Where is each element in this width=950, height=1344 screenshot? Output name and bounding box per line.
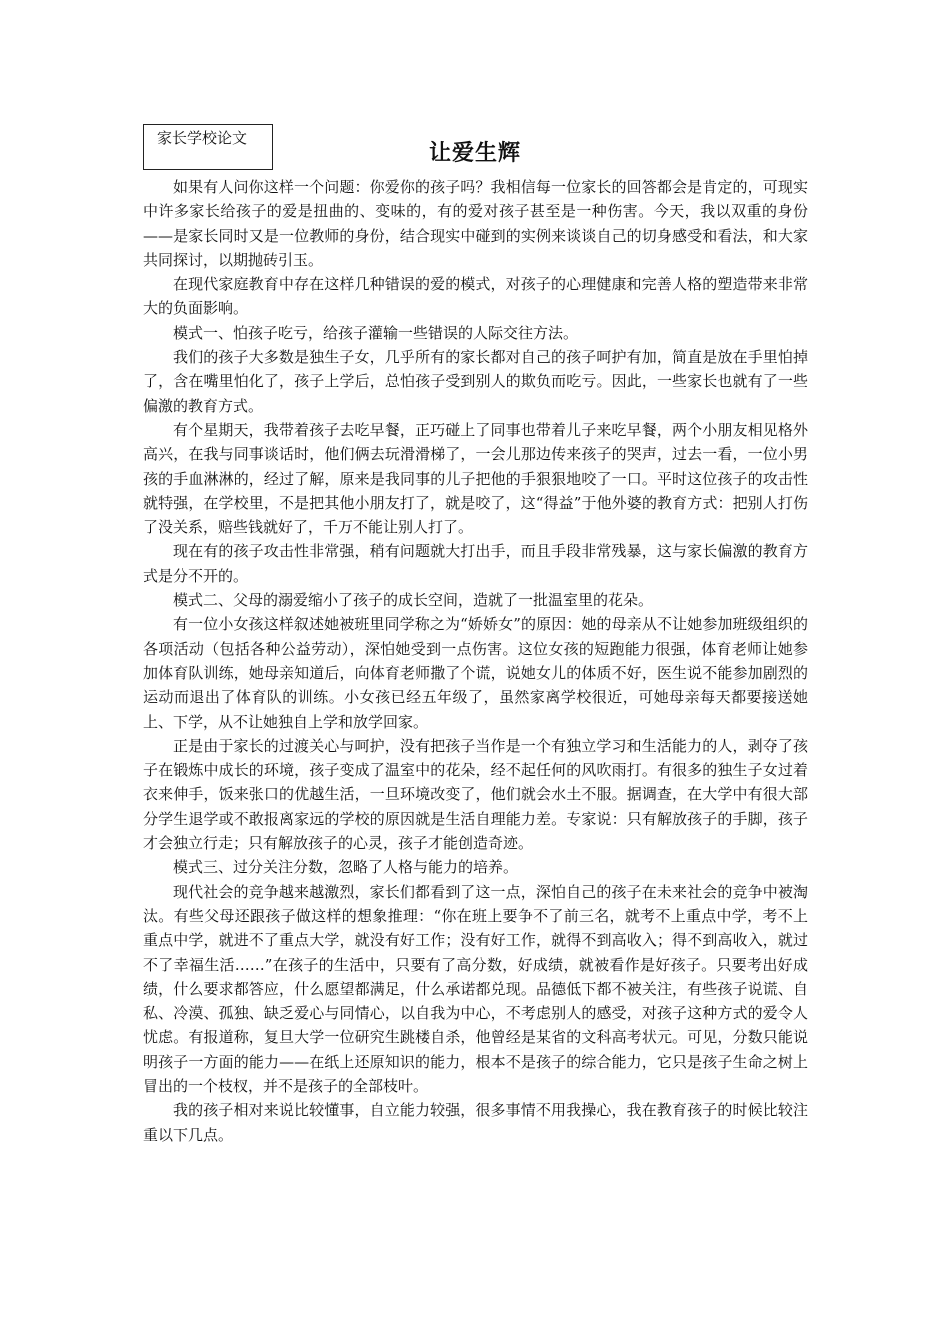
paragraph: 我的孩子相对来说比较懂事，自立能力较强，很多事情不用我操心，我在教育孩子的时候比较注重以下几点。 [143, 1101, 808, 1144]
section-heading-mode-3: 模式三、过分关注分数，忽略了人格与能力的培养。 [173, 858, 519, 877]
article-body [143, 175, 808, 1147]
document-title: 让爱生辉 [428, 141, 521, 166]
paragraph: 如果有人问你这样一个问题：你爱你的孩子吗？我相信每一位家长的回答都会是肯定的，可现实中许多家长给孩子的爱是扭曲的、变味的，有的爱对孩子甚至是一种伤害。今天，我以双重的身份——是家长同时又是一位教师的身份，结合现实中碰到的实例来谈谈自己的切身感受和看法，和大家共同探讨，以期抛砖引玉。 [143, 178, 808, 269]
paragraph: 有个星期天，我带着孩子去吃早餐，正巧碰上了同事也带着儿子来吃早餐，两个小朋友相见格外高兴，在我与同事谈话时，他们俩去玩滑滑梯了，一会儿那边传来孩子的哭声，过去一看，一位小男孩的手血淋淋的，经过了解，原来是我同事的儿子把他的手狠狠地咬了一口。平时这位孩子的攻击性就特强，在学校里，不是把其他小朋友打了，就是咬了，这“得益”于他外婆的教育方式：把别人打伤了没关系，赔些钱就好了，千万不能让别人打了。 [143, 420, 808, 537]
paragraph: 现在有的孩子攻击性非常强，稍有问题就大打出手，而且手段非常残暴，这与家长偏激的教育方式是分不开的。 [143, 542, 808, 585]
paragraph: 正是由于家长的过渡关心与呵护，没有把孩子当作是一个有独立学习和生活能力的人，剥夺了孩子在锻炼中成长的环境，孩子变成了温室中的花朵，经不起任何的风吹雨打。有很多的独生子女过着衣来伸手，饭来张口的优越生活，一旦环境改变了，他们就会水土不服。据调查，在大学中有很大部分学生退学或不敢报离家远的学校的原因就是生活自理能力差。专家说：只有解放孩子的手脚，孩子才会独立行走；只有解放孩子的心灵，孩子才能创造奇迹。 [143, 736, 808, 853]
paragraph: 现代社会的竞争越来越激烈，家长们都看到了这一点，深怕自己的孩子在未来社会的竞争中被淘汰。有些父母还跟孩子做这样的想象推理：“你在班上要争不了前三名，就考不上重点中学，考不上重点中学，就进不了重点大学，就没有好工作；没有好工作，就得不到高收入；得不到高收入，就过不了幸福生活……”在孩子的生活中，只要有了高分数，好成绩，就被看作是好孩子。只要考出好成绩，什么要求都答应，什么愿望都满足，什么承诺都兑现。品德低下都不被关注，有些孩子说谎、自私、冷漠、孤独、缺乏爱心与同情心，以自我为中心，不考虑别人的感受，对孩子这种方式的爱令人忧虑。有报道称，复旦大学一位研究生跳楼自杀，他曾经是某省的文科高考状元。可见，分数只能说明孩子一方面的能力——在纸上还原知识的能力，根本不是孩子的综合能力，它只是孩子生命之树上冒出的一个枝杈，并不是孩子的全部枝叶。 [143, 882, 808, 1095]
section-heading-mode-1: 模式一、怕孩子吃亏，给孩子灌输一些错误的人际交往方法。 [173, 323, 579, 342]
paragraph: 有一位小女孩这样叙述她被班里同学称之为“娇娇女”的原因：她的母亲从不让她参加班级组织的各项活动（包括各种公益劳动），深怕她受到一点伤害。这位女孩的短跑能力很强，体育老师让她参加体育队训练，她母亲知道后，向体育老师撒了个谎，说她女儿的体质不好，医生说不能参加剧烈的运动而退出了体育队的训练。小女孩已经五年级了，虽然家离学校很近，可她母亲每天都要接送她上、下学，从不让她独自上学和放学回家。 [143, 615, 808, 731]
paragraph: 我们的孩子大多数是独生子女，几乎所有的家长都对自己的孩子呵护有加，简直是放在手里怕掉了，含在嘴里怕化了，孩子上学后，总怕孩子受到别人的欺负而吃亏。因此，一些家长也就有了一些偏激的教育方式。 [143, 348, 808, 415]
document-category-label: 家长学校论文 [143, 124, 273, 170]
paragraph: 在现代家庭教育中存在这样几种错误的爱的模式，对孩子的心理健康和完善人格的塑造带来非常大的负面影响。 [143, 275, 808, 318]
section-heading-mode-2: 模式二、父母的溺爱缩小了孩子的成长空间，造就了一批温室里的花朵。 [173, 591, 654, 610]
